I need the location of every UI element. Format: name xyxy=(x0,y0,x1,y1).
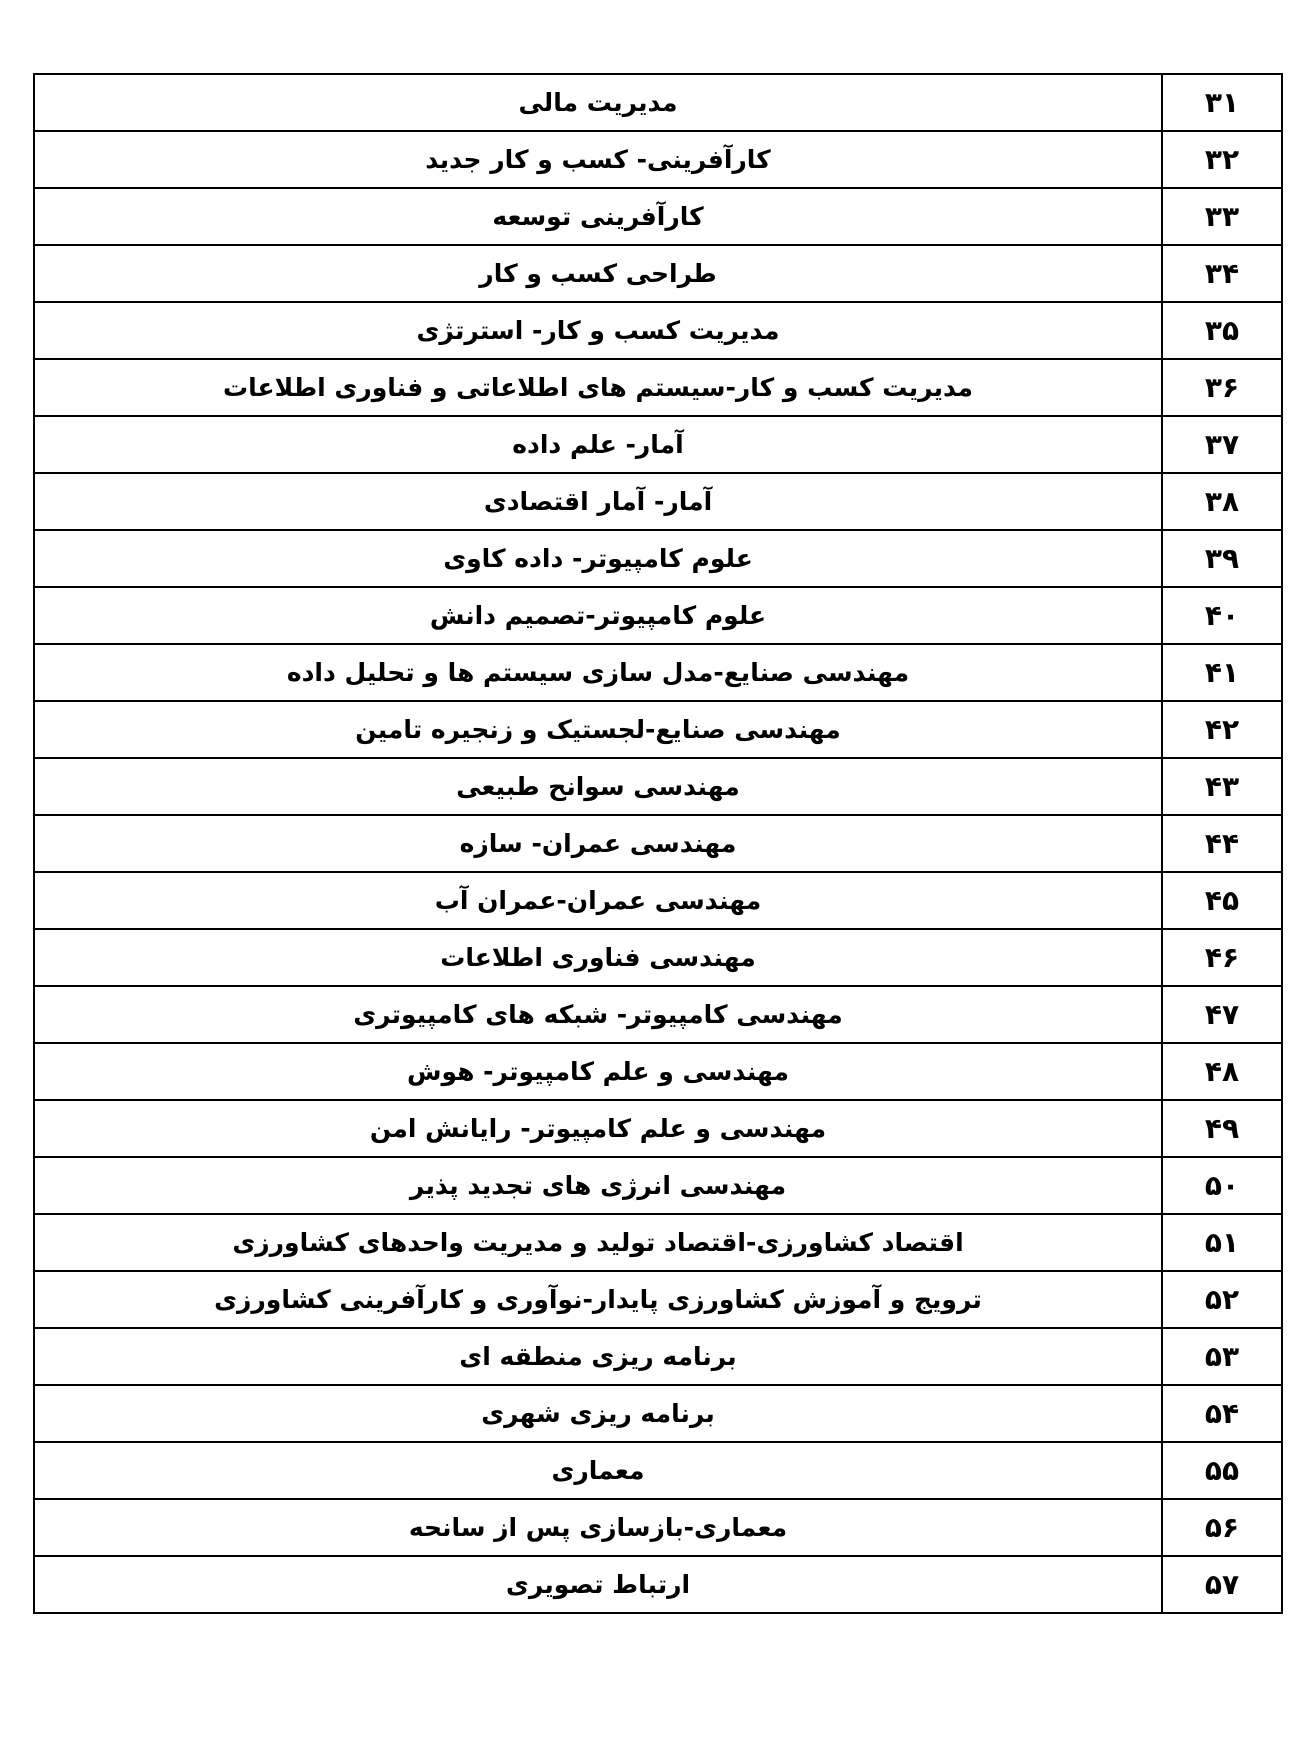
table-row xyxy=(34,1100,1282,1157)
row-number: ۵۲ xyxy=(1162,1271,1282,1328)
table-row xyxy=(34,131,1282,188)
table-row xyxy=(34,416,1282,473)
row-number: ۳۴ xyxy=(1162,245,1282,302)
program-title: طراحی کسب و کار xyxy=(34,245,1162,302)
row-number: ۴۶ xyxy=(1162,929,1282,986)
table-row xyxy=(34,302,1282,359)
row-number: ۵۰ xyxy=(1162,1157,1282,1214)
table-row xyxy=(34,644,1282,701)
row-number: ۳۷ xyxy=(1162,416,1282,473)
program-title: معماری xyxy=(34,1442,1162,1499)
table-row xyxy=(34,1043,1282,1100)
table-row xyxy=(34,758,1282,815)
row-number: ۵۷ xyxy=(1162,1556,1282,1613)
row-number: ۴۰ xyxy=(1162,587,1282,644)
program-title: مهندسی و علم کامپیوتر- هوش xyxy=(34,1043,1162,1100)
program-title: آمار- آمار اقتصادی xyxy=(34,473,1162,530)
program-title: مهندسی عمران-عمران آب xyxy=(34,872,1162,929)
row-number: ۳۱ xyxy=(1162,74,1282,131)
row-number: ۵۳ xyxy=(1162,1328,1282,1385)
program-title: مدیریت مالی xyxy=(34,74,1162,131)
table-row xyxy=(34,701,1282,758)
row-number: ۴۱ xyxy=(1162,644,1282,701)
program-title: مهندسی صنایع-لجستیک و زنجیره تامین xyxy=(34,701,1162,758)
program-title: مهندسی سوانح طبیعی xyxy=(34,758,1162,815)
row-number: ۵۱ xyxy=(1162,1214,1282,1271)
row-number: ۴۳ xyxy=(1162,758,1282,815)
program-list-table xyxy=(33,73,1283,1614)
row-number: ۳۹ xyxy=(1162,530,1282,587)
table-row xyxy=(34,872,1282,929)
program-title: کارآفرینی توسعه xyxy=(34,188,1162,245)
row-number: ۵۴ xyxy=(1162,1385,1282,1442)
row-number: ۳۶ xyxy=(1162,359,1282,416)
table-row xyxy=(34,986,1282,1043)
table-row xyxy=(34,359,1282,416)
table-row xyxy=(34,1556,1282,1613)
program-title: مهندسی کامپیوتر- شبکه های کامپیوتری xyxy=(34,986,1162,1043)
table-row xyxy=(34,929,1282,986)
program-title: مهندسی عمران- سازه xyxy=(34,815,1162,872)
row-number: ۵۵ xyxy=(1162,1442,1282,1499)
row-number: ۴۲ xyxy=(1162,701,1282,758)
table-row xyxy=(34,1385,1282,1442)
row-number: ۵۶ xyxy=(1162,1499,1282,1556)
program-title: برنامه ریزی شهری xyxy=(34,1385,1162,1442)
table-row xyxy=(34,473,1282,530)
program-title: علوم کامپیوتر- داده کاوی xyxy=(34,530,1162,587)
table-row xyxy=(34,1328,1282,1385)
row-number: ۳۵ xyxy=(1162,302,1282,359)
table-row xyxy=(34,815,1282,872)
program-title: مدیریت کسب و کار-سیستم های اطلاعاتی و فناوری اطلاعات xyxy=(34,359,1162,416)
row-number: ۴۴ xyxy=(1162,815,1282,872)
row-number: ۳۲ xyxy=(1162,131,1282,188)
program-title: ترویج و آموزش کشاورزی پایدار-نوآوری و کارآفرینی کشاورزی xyxy=(34,1271,1162,1328)
row-number: ۳۳ xyxy=(1162,188,1282,245)
program-title: مهندسی صنایع-مدل سازی سیستم ها و تحلیل داده xyxy=(34,644,1162,701)
table-row xyxy=(34,74,1282,131)
program-title: مهندسی انرژی های تجدید پذیر xyxy=(34,1157,1162,1214)
table-row xyxy=(34,1214,1282,1271)
program-title: مهندسی و علم کامپیوتر- رایانش امن xyxy=(34,1100,1162,1157)
document-page xyxy=(33,73,1283,1614)
program-title: ارتباط تصویری xyxy=(34,1556,1162,1613)
table-row xyxy=(34,245,1282,302)
row-number: ۴۹ xyxy=(1162,1100,1282,1157)
row-number: ۴۷ xyxy=(1162,986,1282,1043)
program-title: اقتصاد کشاورزی-اقتصاد تولید و مدیریت واحدهای کشاورزی xyxy=(34,1214,1162,1271)
table-row xyxy=(34,188,1282,245)
program-title: مهندسی فناوری اطلاعات xyxy=(34,929,1162,986)
table-row xyxy=(34,1442,1282,1499)
program-title: کارآفرینی- کسب و کار جدید xyxy=(34,131,1162,188)
program-title: آمار- علم داده xyxy=(34,416,1162,473)
row-number: ۴۸ xyxy=(1162,1043,1282,1100)
table-row xyxy=(34,587,1282,644)
program-list-body xyxy=(34,74,1282,1613)
program-title: برنامه ریزی منطقه ای xyxy=(34,1328,1162,1385)
program-title: مدیریت کسب و کار- استرتژی xyxy=(34,302,1162,359)
row-number: ۳۸ xyxy=(1162,473,1282,530)
table-row xyxy=(34,1157,1282,1214)
program-title: معماری-بازسازی پس از سانحه xyxy=(34,1499,1162,1556)
table-row xyxy=(34,1499,1282,1556)
table-row xyxy=(34,530,1282,587)
program-title: علوم کامپیوتر-تصمیم دانش xyxy=(34,587,1162,644)
table-row xyxy=(34,1271,1282,1328)
row-number: ۴۵ xyxy=(1162,872,1282,929)
